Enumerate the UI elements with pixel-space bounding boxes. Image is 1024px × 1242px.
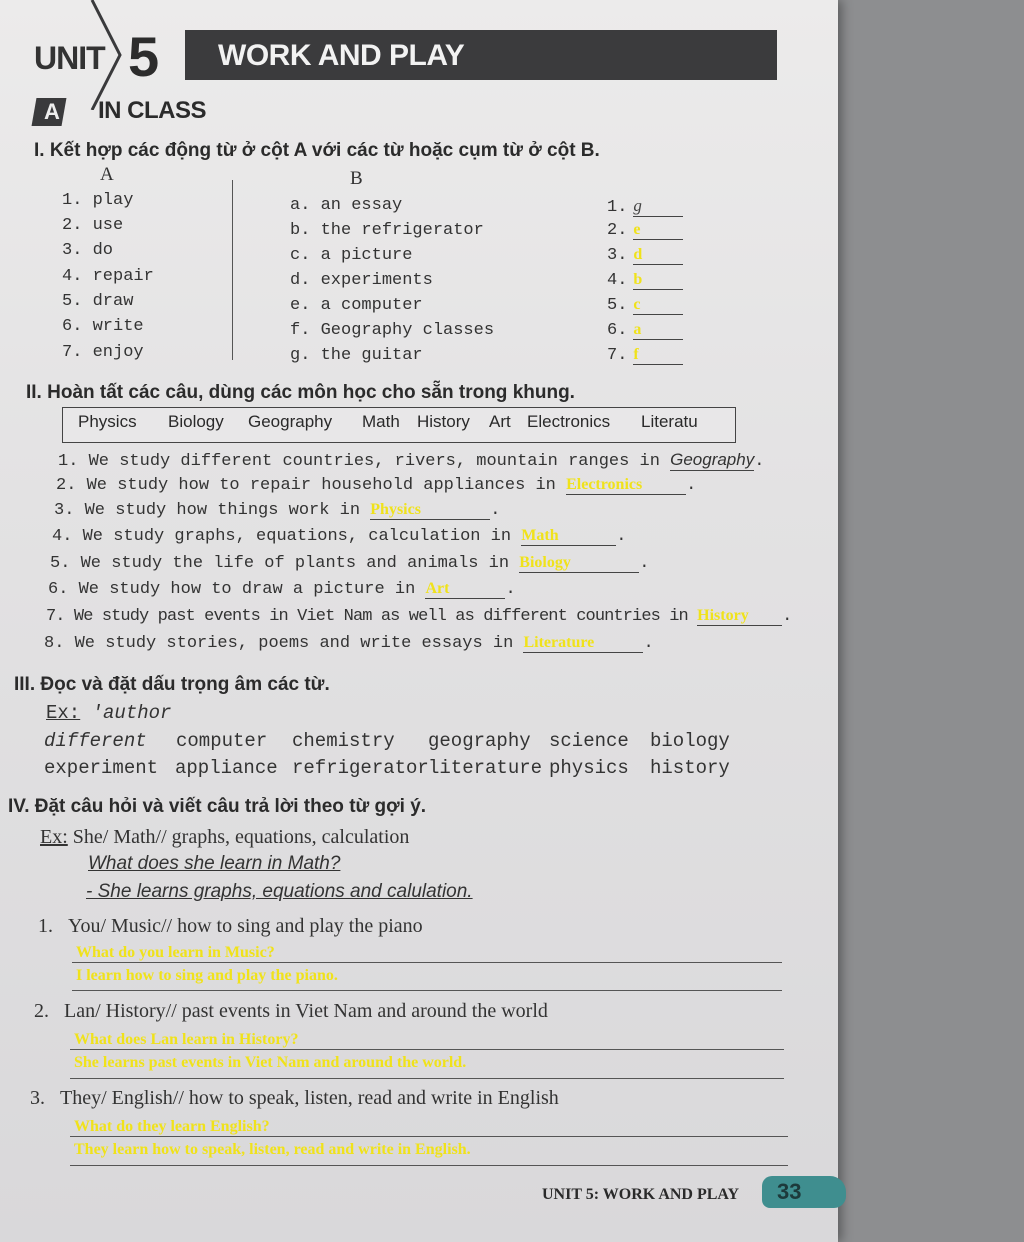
- col-a-item: 5. draw: [62, 292, 134, 311]
- subject-electronics: Electronics: [527, 412, 611, 431]
- col-a-item: 6. write: [62, 317, 144, 336]
- col-b-item: g. the guitar: [290, 346, 423, 365]
- column-divider: [232, 180, 233, 360]
- example-label: Ex:: [40, 826, 68, 848]
- word: computer: [176, 730, 268, 752]
- answer-blank[interactable]: b: [633, 271, 683, 290]
- answer-question[interactable]: What does Lan learn in History?: [74, 1031, 299, 1048]
- prompt-row: [34, 1000, 548, 1023]
- sentence-number: 1.: [58, 452, 79, 471]
- sentence-answer[interactable]: Literature: [523, 634, 643, 653]
- prompt-text: They/ English// how to speak, listen, read and write in English: [60, 1087, 559, 1109]
- col-a-item: 2. use: [62, 216, 124, 235]
- sentence-row: 7. We study past events in Viet Nam as well as different countries in History .: [46, 607, 792, 626]
- column-b-header: B: [350, 168, 363, 189]
- answer-number: 6.: [607, 321, 628, 340]
- col-b-item: f. Geography classes: [290, 321, 495, 340]
- example-prompt-row: [40, 826, 409, 849]
- column-a-header: A: [100, 164, 114, 185]
- answer-number: 3.: [607, 246, 628, 265]
- col-a-item: 7. enjoy: [62, 343, 144, 362]
- sentence-answer[interactable]: Biology: [519, 554, 639, 573]
- col-a-item: 1. play: [62, 191, 134, 210]
- col-b-item: e. a computer: [290, 296, 423, 315]
- word: experiment: [44, 757, 159, 779]
- exercise-1-heading: I. Kết hợp các động từ ở cột A với các từ hoặc cụm từ ở cột B.: [34, 140, 600, 161]
- exercise-2-heading: II. Hoàn tất các câu, dùng các môn học cho sẵn trong khung.: [26, 382, 575, 403]
- subject-history: History: [417, 412, 470, 431]
- answer-blank[interactable]: c: [633, 296, 683, 315]
- answer-number: 4.: [607, 271, 628, 290]
- word-row-1: [44, 730, 147, 752]
- col-b-item: d. experiments: [290, 271, 433, 290]
- example-prompt: She/ Math// graphs, equations, calculation: [72, 826, 410, 848]
- exercise-3-heading: III. Đọc và đặt dấu trọng âm các từ.: [14, 674, 330, 695]
- sentence-text: We study different countries, rivers, mountain ranges in: [88, 452, 660, 471]
- answer-line: [72, 990, 782, 991]
- answer-question[interactable]: What do you learn in Music?: [76, 944, 275, 961]
- sentence-answer[interactable]: Electronics: [566, 476, 686, 495]
- answer-question[interactable]: What do they learn English?: [74, 1118, 270, 1135]
- answer-sentence[interactable]: She learns past events in Viet Nam and around the world.: [74, 1054, 467, 1071]
- sentence-text: We study past events in Viet Nam as well as different countries in: [73, 607, 688, 626]
- example-answer: - She learns graphs, equations and calulation.: [86, 881, 473, 902]
- unit-number: 5: [128, 25, 160, 88]
- answer-number: 1.: [607, 198, 628, 217]
- answer-line: [70, 1078, 784, 1079]
- sentence-row: 4. We study graphs, equations, calculation in Math .: [52, 527, 627, 546]
- sentence-number: 7.: [46, 607, 65, 626]
- word: physics: [549, 757, 629, 779]
- prompt-number: 3.: [30, 1087, 45, 1109]
- subject-geography: Geography: [248, 412, 333, 431]
- answer-number: 7.: [607, 346, 628, 365]
- section-title: IN CLASS: [98, 97, 207, 124]
- word: geography: [428, 730, 531, 752]
- subject-literature: Literatu: [641, 412, 698, 431]
- word: chemistry: [292, 730, 395, 752]
- sentence-text: We study how to draw a picture in: [78, 580, 416, 599]
- sentence-number: 2.: [56, 476, 77, 495]
- word: appliance: [175, 757, 278, 779]
- sentence-row: 2. We study how to repair household appliances in Electronics .: [56, 476, 697, 495]
- section-letter: A: [44, 99, 60, 124]
- prompt-row: [38, 915, 423, 938]
- sentence-text: We study how things work in: [84, 501, 361, 520]
- sentence-answer[interactable]: Math: [521, 527, 616, 546]
- answer-blank[interactable]: a: [633, 321, 683, 340]
- page-number: 33: [777, 1179, 802, 1204]
- sentence-text: We study how to repair household appliances in: [86, 476, 556, 495]
- prompt-text: Lan/ History// past events in Viet Nam and around the world: [64, 1000, 548, 1022]
- sentence-answer[interactable]: History: [697, 607, 782, 626]
- sentence-row: 1. We study different countries, rivers, mountain ranges in Geography.: [58, 450, 765, 471]
- answer-line: [70, 1049, 784, 1050]
- col-b-item: b. the refrigerator: [290, 221, 484, 240]
- example-row: [46, 702, 171, 724]
- unit-chevron-icon: [90, 0, 124, 110]
- word: history: [650, 757, 730, 779]
- example-question: What does she learn in Math?: [88, 853, 341, 874]
- subject-biology: Biology: [168, 412, 224, 431]
- word: literature: [428, 757, 543, 779]
- footer-unit-title: UNIT 5: WORK AND PLAY: [542, 1186, 740, 1203]
- prompt-row: [30, 1087, 559, 1110]
- sentence-text: We study stories, poems and write essays in: [74, 634, 514, 653]
- example-word: 'author: [91, 702, 172, 724]
- sentence-row: 3. We study how things work in Physics .: [54, 501, 501, 520]
- sentence-number: 5.: [50, 554, 71, 573]
- col-b-item: c. a picture: [290, 246, 413, 265]
- word: different: [44, 730, 147, 752]
- answer-line: [72, 962, 782, 963]
- sentence-answer[interactable]: Physics: [370, 501, 490, 520]
- word: refrigerator: [292, 757, 429, 779]
- col-a-item: 3. do: [62, 241, 114, 260]
- sentence-row: 8. We study stories, poems and write essays in Literature .: [44, 634, 654, 653]
- prompt-number: 1.: [38, 915, 53, 937]
- answer-blank[interactable]: d: [633, 246, 683, 265]
- answer-line: [70, 1136, 788, 1137]
- page-number-tab: [762, 1176, 846, 1208]
- answer-blank[interactable]: g: [633, 196, 683, 217]
- answer-number: 5.: [607, 296, 628, 315]
- sentence-number: 3.: [54, 501, 75, 520]
- word: biology: [650, 730, 730, 752]
- sentence-row: 5. We study the life of plants and animals in Biology .: [50, 554, 650, 573]
- answer-number: 2.: [607, 221, 628, 240]
- answer-blank[interactable]: f: [633, 346, 683, 365]
- sentence-row: 6. We study how to draw a picture in Art .: [48, 580, 516, 599]
- unit-title: WORK AND PLAY: [218, 39, 465, 72]
- unit-label: UNIT: [34, 40, 105, 76]
- subject-math: Math: [362, 412, 400, 431]
- exercise-4-heading: IV. Đặt câu hỏi và viết câu trả lời theo từ gợi ý.: [8, 796, 427, 817]
- sentence-text: We study graphs, equations, calculation in: [82, 527, 512, 546]
- word: science: [549, 730, 629, 752]
- prompt-number: 2.: [34, 1000, 49, 1022]
- sentence-text: We study the life of plants and animals in: [80, 554, 510, 573]
- col-b-item: a. an essay: [290, 196, 403, 215]
- subject-art: Art: [489, 412, 511, 431]
- answer-sentence[interactable]: I learn how to sing and play the piano.: [76, 967, 338, 984]
- sentence-number: 8.: [44, 634, 65, 653]
- subject-physics: Physics: [78, 412, 137, 431]
- sentence-answer[interactable]: Art: [425, 580, 505, 599]
- sentence-number: 6.: [48, 580, 69, 599]
- sentence-answer[interactable]: Geography: [670, 450, 755, 469]
- col-a-item: 4. repair: [62, 267, 154, 286]
- answer-line: [70, 1165, 788, 1166]
- sentence-number: 4.: [52, 527, 73, 546]
- prompt-text: You/ Music// how to sing and play the piano: [68, 915, 423, 937]
- answer-sentence[interactable]: They learn how to speak, listen, read and write in English.: [74, 1141, 471, 1158]
- answer-blank[interactable]: e: [633, 221, 683, 240]
- example-label: Ex:: [46, 702, 81, 724]
